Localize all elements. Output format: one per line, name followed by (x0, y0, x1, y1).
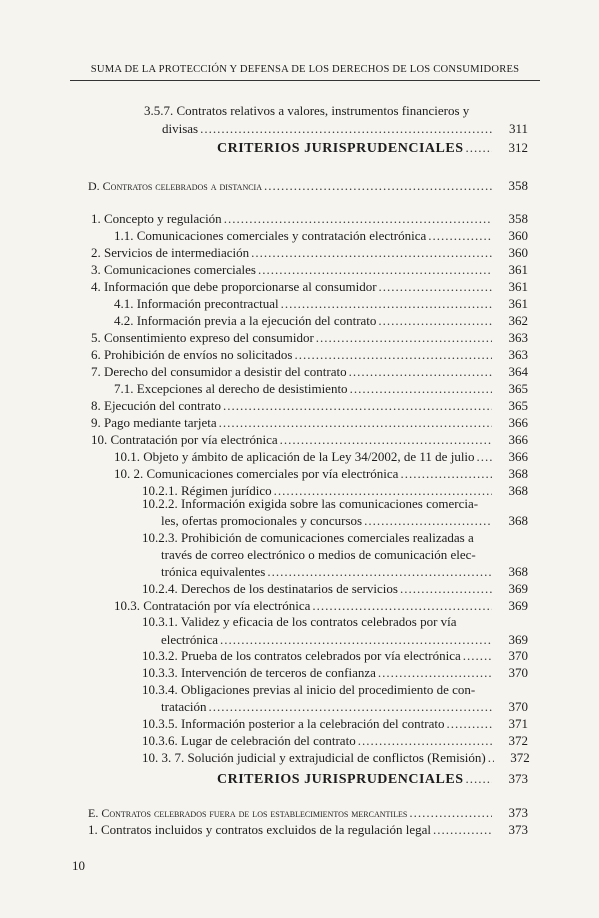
toc-entry (91, 211, 528, 227)
toc-entry (161, 564, 528, 580)
toc-entry-text: 10.3.5. Información posterior a la celebración del contrato (142, 716, 445, 731)
toc-entry-text: 8. Ejecución del contrato (91, 398, 221, 413)
toc-entry (91, 398, 528, 414)
toc-page-number: 360 (508, 228, 528, 243)
toc-entry-text: 1.1. Comunicaciones comerciales y contratación electrónica (114, 228, 427, 243)
toc-entry (91, 245, 528, 261)
toc-page-number: 362 (508, 313, 528, 328)
toc-entry-text: CRITERIOS JURISPRUDENCIALES (217, 141, 464, 156)
toc-entry-text: 10.3. Contratación por vía electrónica (114, 598, 311, 613)
toc-entry-text: 5. Consentimiento expreso del consumidor (91, 330, 314, 345)
toc-entry-text: CRITERIOS JURISPRUDENCIALES (217, 772, 464, 787)
toc-entry-text: 10. 2. Comunicaciones comerciales por vía electrónica (114, 466, 399, 481)
toc-page-number: 371 (508, 716, 528, 731)
toc-page-number: 370 (508, 665, 528, 680)
toc-entry-text: divisas (162, 121, 199, 136)
toc-entry (91, 262, 528, 278)
toc-entry (91, 330, 528, 346)
toc-entry (161, 513, 528, 529)
toc-page-number: 363 (508, 347, 528, 362)
toc-section-heading (88, 178, 528, 194)
toc-page-number: 360 (508, 245, 528, 260)
toc-entry-text: 4.1. Información precontractual (114, 296, 279, 311)
toc-entry (91, 415, 528, 431)
toc-page-number: 369 (508, 632, 528, 647)
toc-entry-text: 6. Prohibición de envíos no solicitados (91, 347, 293, 362)
toc-page-number: 366 (508, 415, 528, 430)
toc-page-number: 358 (508, 211, 528, 226)
toc-entry (114, 228, 528, 244)
toc-entry (142, 581, 528, 597)
toc-entry-text: D. Contratos celebrados a distancia (88, 179, 263, 193)
toc-page-number: 373 (508, 771, 528, 786)
toc-entry (162, 121, 528, 137)
toc-page-number: 370 (508, 648, 528, 663)
toc-page-number: 368 (508, 513, 528, 528)
toc-section-heading (88, 805, 528, 821)
toc-entry-text: E. Contratos celebrados fuera de los establecimientos mercantiles (88, 806, 408, 820)
toc-entry-text: 9. Pago mediante tarjeta (91, 415, 217, 430)
toc-entry-text: 3. Comunicaciones comerciales (91, 262, 256, 277)
toc-page-number: 368 (508, 483, 528, 498)
toc-entry-text: 10.3.4. Obligaciones previas al inicio del procedimiento de con- (142, 682, 476, 697)
toc-entry-text: 1. Contratos incluidos y contratos excluidos de la regulación legal (88, 822, 431, 837)
toc-entry (114, 296, 528, 312)
toc-entry-text: 4.2. Información previa a la ejecución del contrato (114, 313, 377, 328)
toc-entry-text: 10.2.1. Régimen jurídico (142, 483, 272, 498)
running-header: SUMA DE LA PROTECCIÓN Y DEFENSA DE LOS DERECHOS DE LOS CONSUMIDORES (90, 64, 520, 75)
toc-page-number: 358 (508, 178, 528, 193)
toc-entry (91, 279, 528, 295)
toc-entry-text: 10.2.4. Derechos de los destinatarios de servicios (142, 581, 398, 596)
toc-entry (114, 466, 528, 482)
toc-entry (91, 432, 528, 448)
toc-entry (142, 665, 528, 681)
toc-entry (142, 716, 528, 732)
toc-entry (91, 347, 528, 363)
toc-page-number: 366 (508, 449, 528, 464)
toc-entry-text: electrónica (161, 632, 219, 647)
toc-page-number: 361 (508, 296, 528, 311)
toc-entry-text: 10.3.3. Intervención de terceros de confianza (142, 665, 376, 680)
toc-page-number: 373 (508, 822, 528, 837)
toc-entry-text: 3.5.7. Contratos relativos a valores, instrumentos financieros y (144, 103, 470, 118)
toc-page-number: 369 (508, 598, 528, 613)
toc-page-number: 365 (508, 381, 528, 396)
toc-entry-text: 10.3.6. Lugar de celebración del contrato (142, 733, 356, 748)
toc-entry (142, 648, 528, 664)
toc-page-number: 311 (508, 121, 528, 136)
toc-entry-text: 10.2.2. Información exigida sobre las comunicaciones comercia- (142, 496, 479, 511)
toc-entry (161, 699, 528, 715)
toc-entry-text: 7.1. Excepciones al derecho de desistimiento (114, 381, 348, 396)
toc-entry (91, 364, 528, 380)
toc-entry-text: tratación (161, 699, 207, 714)
toc-entry (114, 313, 528, 329)
toc-entry (114, 449, 528, 465)
toc-entry (114, 598, 528, 614)
toc-page-number: 372 (508, 733, 528, 748)
toc-entry (161, 632, 528, 648)
toc-entry (114, 381, 528, 397)
toc-entry-text: 10. Contratación por vía electrónica (91, 432, 278, 447)
toc-page-number: 373 (508, 805, 528, 820)
toc-entry-text: 1. Concepto y regulación (91, 211, 222, 226)
toc-page-number: 372 (510, 750, 530, 765)
toc-entry-text: 10.3.2. Prueba de los contratos celebrados por vía electrónica (142, 648, 461, 663)
toc-page-number: 366 (508, 432, 528, 447)
toc-entry-text: 7. Derecho del consumidor a desistir del contrato (91, 364, 347, 379)
toc-entry-text: 2. Servicios de intermediación (91, 245, 250, 260)
toc-page-number: 369 (508, 581, 528, 596)
toc-entry-text: 10. 3. 7. Solución judicial y extrajudicial de conflictos (Remisión) (142, 750, 486, 765)
toc-entry-text: 10.2.3. Prohibición de comunicaciones comerciales realizadas a (142, 530, 474, 545)
toc-page-number: 365 (508, 398, 528, 413)
toc-page-number: 370 (508, 699, 528, 714)
toc-entry (88, 822, 528, 838)
toc-page-number: 363 (508, 330, 528, 345)
header-rule (70, 80, 540, 81)
toc-page-number: 368 (508, 466, 528, 481)
toc-entry-text: 10.1. Objeto y ámbito de aplicación de la Ley 34/2002, de 11 de julio (114, 449, 475, 464)
toc-heading-criterios (217, 771, 528, 788)
toc-entry (142, 750, 528, 766)
toc-entry-text: 10.3.1. Validez y eficacia de los contratos celebrados por vía (142, 614, 457, 629)
toc-entry (142, 733, 528, 749)
toc-page-number: 312 (508, 140, 528, 155)
toc-entry-text: les, ofertas promocionales y concursos (161, 513, 363, 528)
toc-entry-text: 4. Información que debe proporcionarse al consumidor (91, 279, 377, 294)
toc-page-number: 361 (508, 262, 528, 277)
toc-page-number: 361 (508, 279, 528, 294)
toc-heading-criterios (217, 140, 528, 157)
toc-entry-text: través de correo electrónico o medios de comunicación elec- (161, 547, 476, 562)
toc-page-number: 368 (508, 564, 528, 579)
toc-entry-text: trónica equivalentes (161, 564, 266, 579)
toc-page-number: 364 (508, 364, 528, 379)
page-number: 10 (72, 858, 85, 873)
